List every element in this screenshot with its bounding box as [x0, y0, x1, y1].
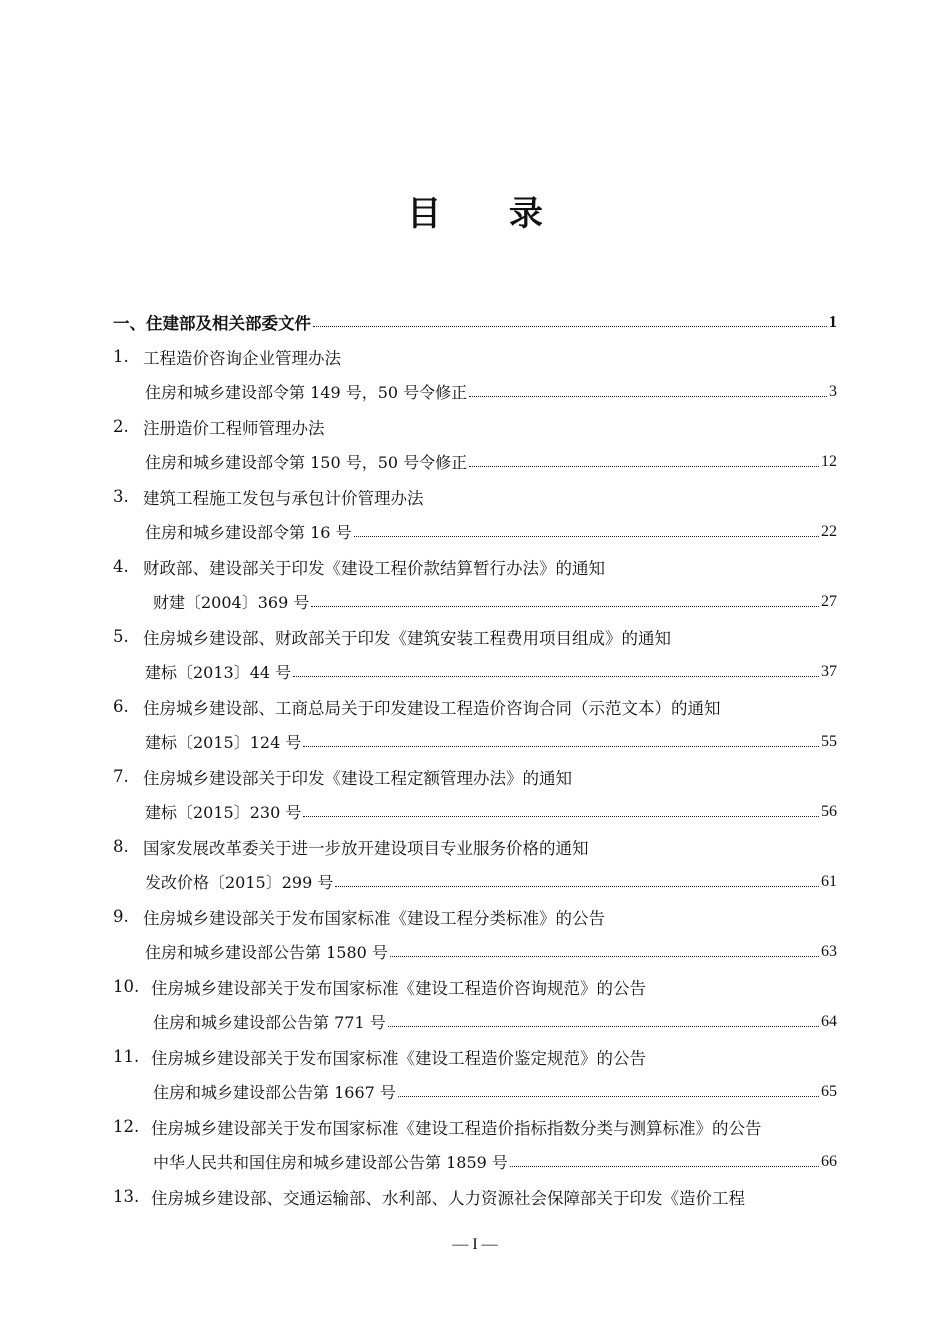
toc-item-doc[interactable]	[113, 374, 837, 409]
dot-leader	[510, 1166, 819, 1167]
item-number: 6.	[113, 697, 129, 716]
page-number: 56	[821, 802, 837, 820]
item-title: 住房城乡建设部、工商总局关于印发建设工程造价咨询合同（示范文本）的通知	[143, 698, 721, 718]
dot-leader	[311, 606, 819, 607]
toc-item-doc[interactable]	[113, 584, 837, 619]
item-title: 建筑工程施工发包与承包计价管理办法	[143, 488, 424, 508]
dot-leader	[293, 676, 819, 677]
doc-number: 住房和城乡建设部令第 149 号，50 号令修正	[145, 383, 468, 402]
item-number: 10.	[113, 977, 140, 996]
item-number: 12.	[113, 1117, 140, 1136]
page-number: 63	[821, 942, 837, 960]
toc-item-doc[interactable]	[113, 444, 837, 479]
doc-number: 住房和城乡建设部公告第 1667 号	[153, 1083, 396, 1102]
toc-item-title[interactable]	[113, 829, 837, 864]
dot-leader	[388, 1026, 819, 1027]
item-number: 8.	[113, 837, 129, 856]
table-of-contents	[113, 304, 837, 1214]
item-title: 住房城乡建设部关于印发《建设工程定额管理办法》的通知	[143, 768, 572, 788]
page-number: 37	[821, 662, 837, 680]
toc-item-title[interactable]	[113, 479, 837, 514]
item-number: 9.	[113, 907, 129, 926]
doc-number: 中华人民共和国住房和城乡建设部公告第 1859 号	[153, 1153, 508, 1172]
toc-item-title[interactable]	[113, 1109, 837, 1144]
item-number: 11.	[113, 1047, 140, 1066]
toc-item-doc[interactable]	[113, 514, 837, 549]
dot-leader	[303, 816, 819, 817]
toc-item-title[interactable]	[113, 1039, 837, 1074]
toc-item-title[interactable]	[113, 619, 837, 654]
page-number: 1	[828, 311, 837, 331]
item-number: 1.	[113, 347, 129, 366]
toc-item-doc[interactable]	[113, 1144, 837, 1179]
section-label: 一、住建部及相关部委文件	[113, 313, 311, 333]
doc-number: 住房和城乡建设部令第 16 号	[145, 523, 352, 542]
item-title: 住房城乡建设部关于发布国家标准《建设工程分类标准》的公告	[143, 908, 605, 928]
dot-leader	[313, 326, 827, 327]
toc-item-doc[interactable]	[113, 654, 837, 689]
toc-item-title[interactable]	[113, 409, 837, 444]
item-title: 注册造价工程师管理办法	[143, 418, 325, 438]
item-number: 7.	[113, 767, 129, 786]
page-number: 55	[821, 732, 837, 750]
toc-item-doc[interactable]	[113, 1074, 837, 1109]
doc-number: 建标〔2015〕230 号	[145, 803, 302, 822]
item-number: 5.	[113, 627, 129, 646]
item-title: 工程造价咨询企业管理办法	[143, 348, 341, 368]
page-number: 3	[829, 382, 837, 400]
item-title: 住房城乡建设部、交通运输部、水利部、人力资源社会保障部关于印发《造价工程	[151, 1188, 745, 1208]
item-title: 住房城乡建设部关于发布国家标准《建设工程造价指标指数分类与测算标准》的公告	[151, 1118, 762, 1138]
item-number: 2.	[113, 417, 129, 436]
dot-leader	[469, 396, 827, 397]
toc-item-doc[interactable]	[113, 794, 837, 829]
page-number: 64	[821, 1012, 837, 1030]
dot-leader	[335, 886, 819, 887]
toc-item-title[interactable]	[113, 759, 837, 794]
doc-number: 财建〔2004〕369 号	[153, 593, 310, 612]
page-number: 65	[821, 1082, 837, 1100]
toc-item-doc[interactable]	[113, 724, 837, 759]
page-number: 66	[821, 1152, 837, 1170]
page-number: 22	[821, 522, 837, 540]
page-footer-number: — I —	[452, 1236, 498, 1253]
doc-number: 建标〔2013〕44 号	[145, 663, 292, 682]
item-title: 住房城乡建设部关于发布国家标准《建设工程造价咨询规范》的公告	[151, 978, 646, 998]
dot-leader	[398, 1096, 819, 1097]
toc-item-title[interactable]	[113, 969, 837, 1004]
toc-item-title[interactable]	[113, 899, 837, 934]
toc-item-title[interactable]	[113, 549, 837, 584]
page-number: 61	[821, 872, 837, 890]
doc-number: 住房和城乡建设部公告第 1580 号	[145, 943, 388, 962]
item-number: 13.	[113, 1187, 140, 1206]
toc-item-title[interactable]	[113, 339, 837, 374]
dot-leader	[303, 746, 819, 747]
dot-leader	[469, 466, 819, 467]
toc-item-title[interactable]	[113, 1179, 837, 1214]
toc-item-doc[interactable]	[113, 864, 837, 899]
item-title: 国家发展改革委关于进一步放开建设项目专业服务价格的通知	[143, 838, 589, 858]
doc-number: 住房和城乡建设部令第 150 号，50 号令修正	[145, 453, 468, 472]
page-number: 12	[821, 452, 837, 470]
item-number: 4.	[113, 557, 129, 576]
toc-item-doc[interactable]	[113, 934, 837, 969]
page-title: 目 录	[407, 194, 571, 234]
page-number: 27	[821, 592, 837, 610]
doc-number: 建标〔2015〕124 号	[145, 733, 302, 752]
item-title: 住房城乡建设部关于发布国家标准《建设工程造价鉴定规范》的公告	[151, 1048, 646, 1068]
toc-item-doc[interactable]	[113, 1004, 837, 1039]
dot-leader	[354, 536, 819, 537]
dot-leader	[390, 956, 819, 957]
toc-item-title[interactable]	[113, 689, 837, 724]
doc-number: 发改价格〔2015〕299 号	[145, 873, 334, 892]
toc-section-heading[interactable]	[113, 304, 837, 339]
item-number: 3.	[113, 487, 129, 506]
doc-number: 住房和城乡建设部公告第 771 号	[153, 1013, 386, 1032]
item-title: 住房城乡建设部、财政部关于印发《建筑安装工程费用项目组成》的通知	[143, 628, 671, 648]
item-title: 财政部、建设部关于印发《建设工程价款结算暂行办法》的通知	[143, 558, 605, 578]
